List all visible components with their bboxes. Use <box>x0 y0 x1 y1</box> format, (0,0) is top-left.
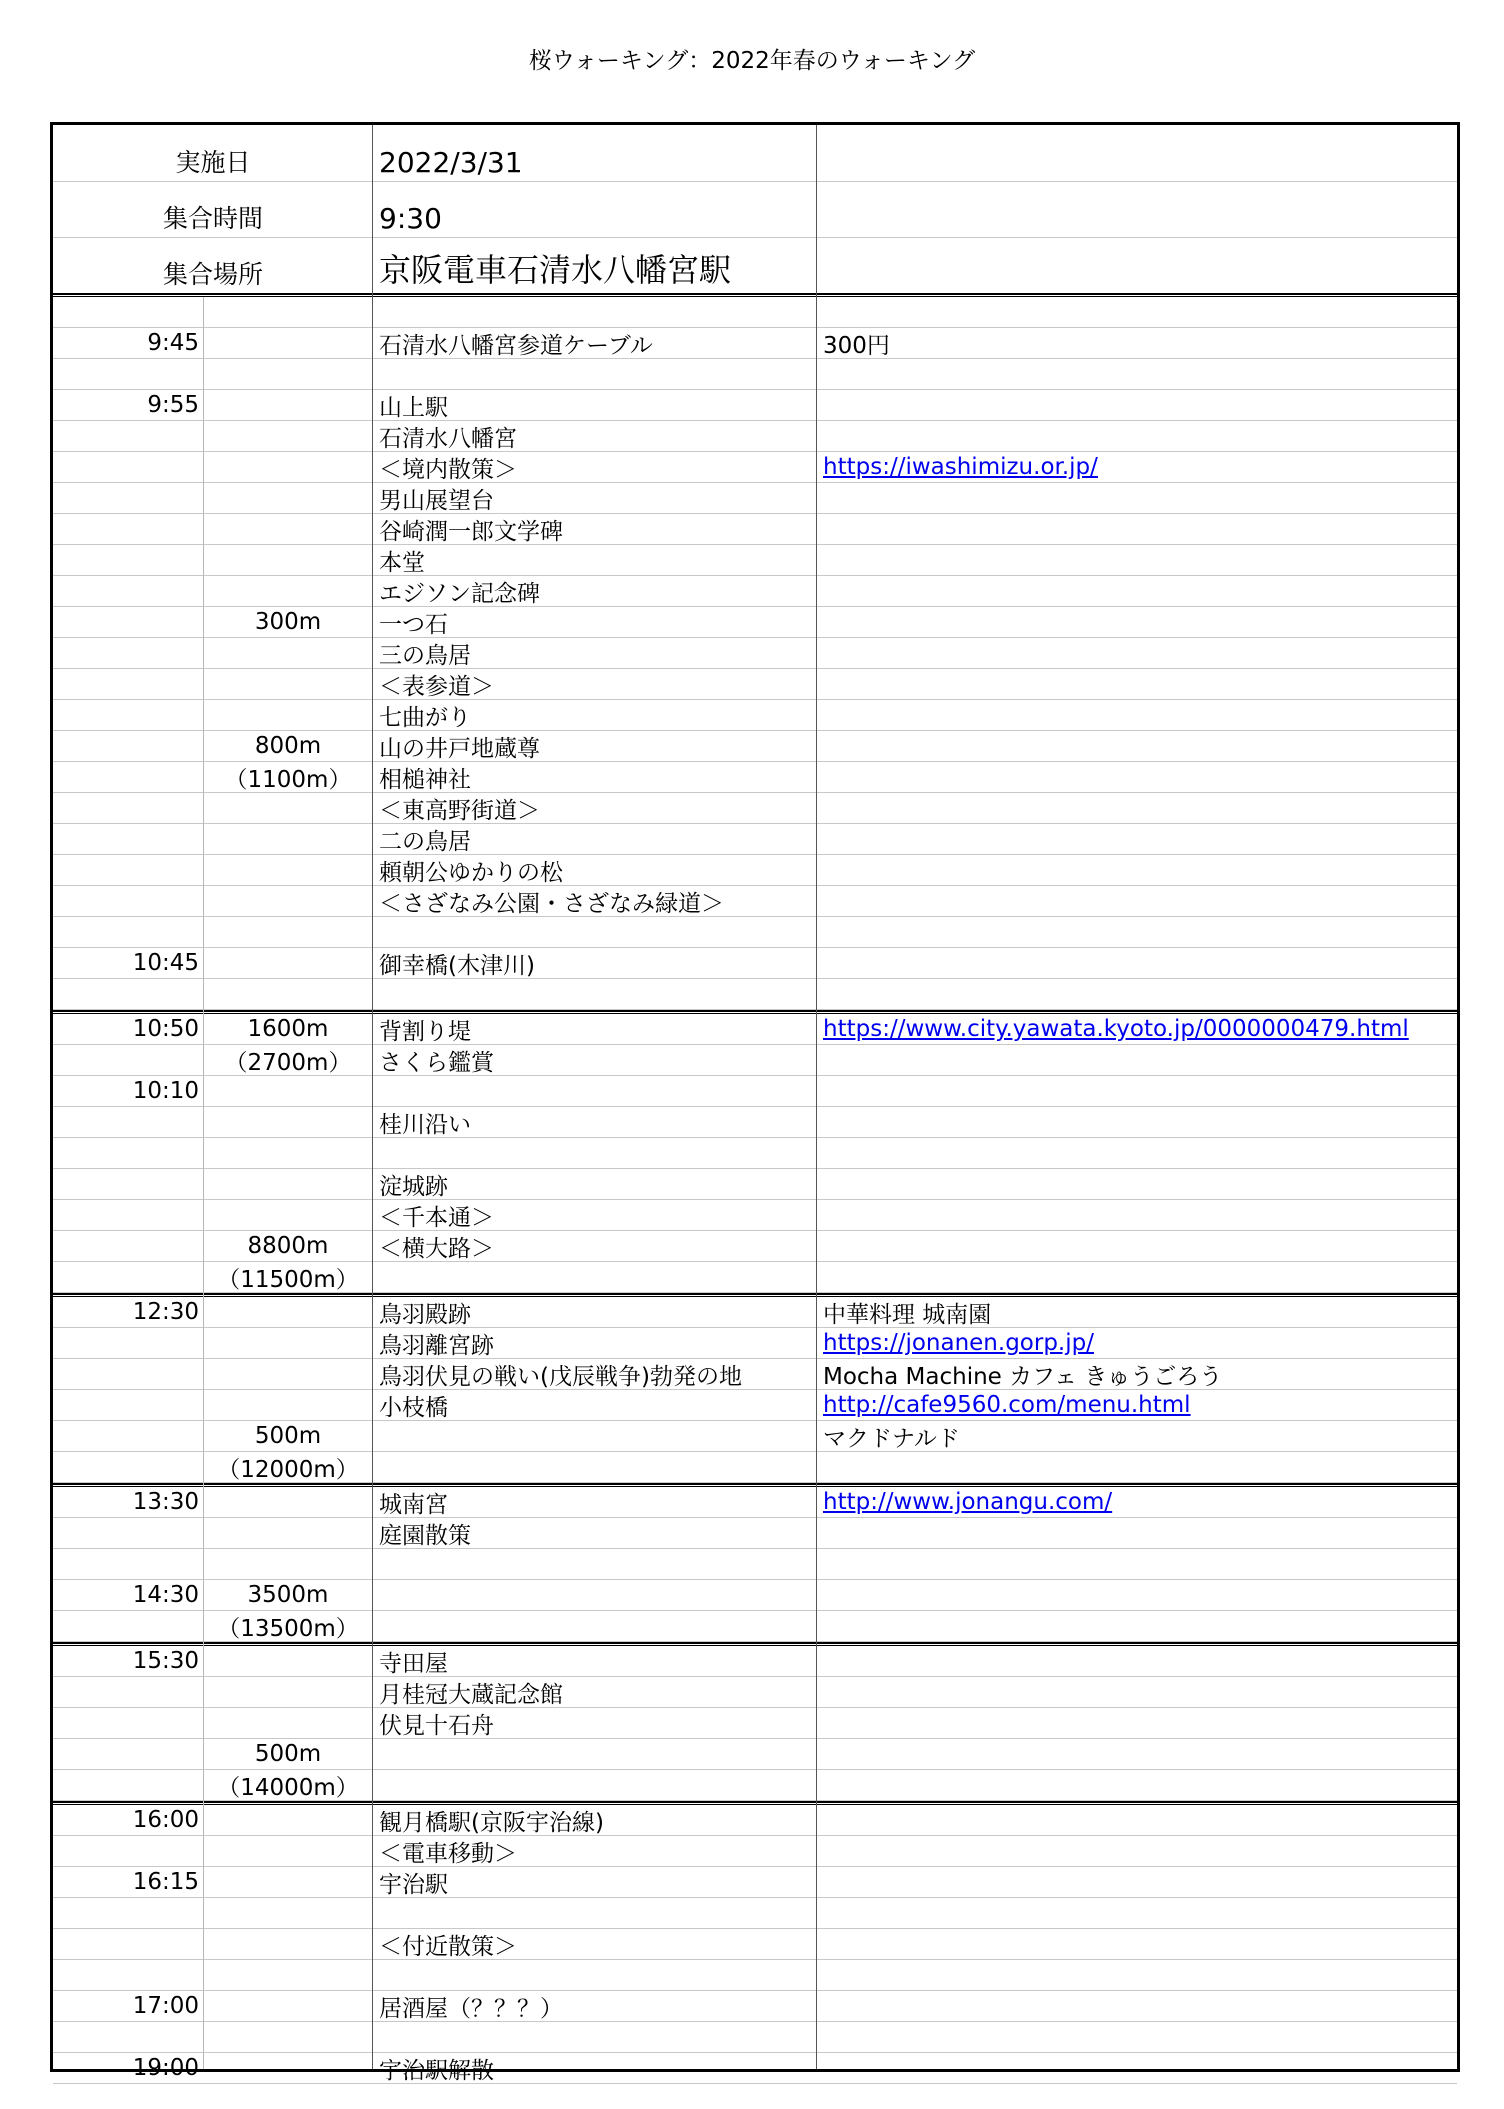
table-row <box>53 1867 1457 1898</box>
table-row <box>53 1169 1457 1200</box>
note-cell <box>817 1611 1457 1641</box>
table-row <box>53 1231 1457 1262</box>
note-cell <box>817 669 1457 699</box>
note-cell <box>817 1770 1457 1800</box>
time-cell <box>53 1960 199 1990</box>
table-row <box>53 1708 1457 1739</box>
note-link[interactable]: https://jonanen.gorp.jp/ <box>823 1330 1094 1356</box>
table-row <box>53 2053 1457 2084</box>
note-cell <box>817 2022 1457 2052</box>
table-row <box>53 1138 1457 1169</box>
place-cell: 山上駅 <box>379 394 448 421</box>
table-row <box>53 483 1457 514</box>
table-row <box>53 979 1457 1010</box>
distance-cell <box>203 793 373 823</box>
place-cell: ＜電車移動＞ <box>379 1840 517 1867</box>
time-cell <box>53 1421 199 1451</box>
note-cell <box>817 297 1457 327</box>
distance-cell: （2700m） <box>224 1049 352 1076</box>
table-row <box>53 359 1457 390</box>
place-cell <box>373 1770 813 1800</box>
table-row <box>53 1518 1457 1549</box>
note-cell <box>817 700 1457 730</box>
place-cell: 石清水八幡宮参道ケーブル <box>379 332 653 359</box>
distance-cell <box>203 948 373 978</box>
note-cell <box>817 1836 1457 1866</box>
place-cell <box>373 979 813 1009</box>
table-row <box>53 607 1457 638</box>
note-cell: マクドナルド <box>823 1425 960 1452</box>
distance-cell <box>203 483 373 513</box>
table-row <box>53 886 1457 917</box>
time-cell <box>53 1359 199 1389</box>
note-cell <box>817 359 1457 389</box>
time-cell: 16:15 <box>132 1869 199 1895</box>
place-cell <box>373 1580 813 1610</box>
place-cell: 月桂冠大蔵記念館 <box>379 1681 563 1708</box>
note-cell: Mocha Machine カフェ きゅうごろう <box>823 1363 1223 1390</box>
place-cell: 小枝橋 <box>379 1394 448 1421</box>
time-cell <box>53 762 199 792</box>
time-cell <box>53 1231 199 1261</box>
place-cell: エジソン記念碑 <box>379 580 540 607</box>
time-cell <box>53 1611 199 1641</box>
distance-cell <box>203 1898 373 1928</box>
table-row <box>53 1836 1457 1867</box>
distance-cell <box>203 1487 373 1517</box>
note-cell <box>817 1708 1457 1738</box>
place-cell: 男山展望台 <box>379 487 494 514</box>
distance-cell <box>203 1805 373 1835</box>
distance-cell <box>203 669 373 699</box>
place-cell <box>373 2022 813 2052</box>
time-cell: 10:50 <box>132 1016 199 1042</box>
time-value: 9:30 <box>379 202 442 235</box>
place-cell: ＜横大路＞ <box>379 1235 494 1262</box>
distance-cell <box>203 359 373 389</box>
table-row <box>53 1739 1457 1770</box>
note-link[interactable]: https://iwashimizu.or.jp/ <box>823 454 1098 480</box>
table-row <box>53 1549 1457 1580</box>
note-cell <box>817 1169 1457 1199</box>
header-row-date <box>53 125 1457 182</box>
distance-cell <box>203 1200 373 1230</box>
time-cell <box>53 1770 199 1800</box>
note-cell <box>817 1045 1457 1075</box>
note-cell <box>817 917 1457 947</box>
header-row-time <box>53 181 1457 238</box>
table-row <box>53 700 1457 731</box>
note-cell <box>817 1898 1457 1928</box>
table-row <box>53 669 1457 700</box>
place-cell <box>373 297 813 327</box>
time-cell: 14:30 <box>132 1582 199 1608</box>
place-cell <box>373 1898 813 1928</box>
note-cell <box>817 979 1457 1009</box>
time-cell <box>53 1390 199 1420</box>
note-cell <box>817 483 1457 513</box>
distance-cell <box>203 1960 373 1990</box>
note-cell <box>817 1138 1457 1168</box>
table-row <box>53 1677 1457 1708</box>
page-title: 桜ウォーキング：2022年春のウォーキング <box>528 48 976 74</box>
table-row <box>53 1045 1457 1076</box>
distance-cell <box>203 421 373 451</box>
time-cell <box>53 793 199 823</box>
place-cell: ＜さざなみ公園・さざなみ緑道＞ <box>379 890 724 917</box>
time-cell <box>53 669 199 699</box>
note-cell <box>817 2053 1457 2083</box>
table-row <box>53 1960 1457 1991</box>
time-cell: 9:55 <box>147 392 199 418</box>
distance-cell <box>203 1991 373 2021</box>
time-cell <box>53 917 199 947</box>
time-cell <box>53 1518 199 1548</box>
time-cell <box>53 1328 199 1358</box>
distance-cell: 8800m <box>247 1233 329 1259</box>
place-cell: 寺田屋 <box>379 1650 448 1677</box>
table-row <box>53 297 1457 328</box>
table-row <box>53 731 1457 762</box>
column-divider-time <box>203 297 204 2069</box>
time-cell <box>53 886 199 916</box>
time-cell <box>53 700 199 730</box>
date-value: 2022/3/31 <box>379 146 523 179</box>
distance-cell <box>203 1708 373 1738</box>
distance-cell <box>203 1328 373 1358</box>
table-row <box>53 421 1457 452</box>
note-cell <box>817 948 1457 978</box>
note-cell <box>817 1739 1457 1769</box>
time-cell: 12:30 <box>132 1299 199 1325</box>
table-row <box>53 1580 1457 1611</box>
place-cell: 一つ石 <box>379 611 448 638</box>
place-cell: 頼朝公ゆかりの松 <box>379 859 563 886</box>
place-cell <box>373 1076 813 1106</box>
note-cell <box>817 1076 1457 1106</box>
time-cell <box>53 1200 199 1230</box>
time-cell <box>53 1107 199 1137</box>
place-cell <box>373 1739 813 1769</box>
distance-cell: （12000m） <box>217 1456 359 1483</box>
time-cell: 10:45 <box>132 950 199 976</box>
table-row <box>53 452 1457 483</box>
distance-cell: 300m <box>254 609 322 635</box>
time-cell <box>53 1262 199 1292</box>
table-row <box>53 1200 1457 1231</box>
time-cell <box>53 1739 199 1769</box>
table-row <box>53 1770 1457 1801</box>
place-cell: 宇治駅解散 <box>379 2057 494 2084</box>
place-cell: 谷崎潤一郎文学碑 <box>379 518 563 545</box>
place-cell <box>373 1960 813 1990</box>
time-cell <box>53 421 199 451</box>
place-cell: 石清水八幡宮 <box>379 425 517 452</box>
time-cell <box>53 1677 199 1707</box>
column-divider-note <box>816 125 817 2069</box>
note-cell <box>817 1452 1457 1482</box>
place-cell: ＜境内散策＞ <box>379 456 517 483</box>
place-cell <box>373 917 813 947</box>
place-cell <box>373 1262 813 1292</box>
table-row <box>53 576 1457 607</box>
place-cell: 七曲がり <box>379 704 471 731</box>
place-cell: 背割り堤 <box>379 1018 471 1045</box>
table-row <box>53 1297 1457 1328</box>
table-row <box>53 1107 1457 1138</box>
table-row <box>53 390 1457 421</box>
note-cell <box>817 638 1457 668</box>
distance-cell <box>203 917 373 947</box>
place-cell: 山の井戸地蔵尊 <box>379 735 540 762</box>
time-cell: 10:10 <box>132 1078 199 1104</box>
note-cell <box>817 1231 1457 1261</box>
note-cell <box>817 1549 1457 1579</box>
table-row <box>53 2022 1457 2053</box>
table-row <box>53 793 1457 824</box>
time-cell <box>53 1045 199 1075</box>
distance-cell: 3500m <box>247 1582 329 1608</box>
distance-cell: （11500m） <box>217 1266 359 1293</box>
place-cell: ＜付近散策＞ <box>379 1933 517 1960</box>
time-cell: 16:00 <box>132 1807 199 1833</box>
time-cell <box>53 545 199 575</box>
time-cell <box>53 483 199 513</box>
distance-cell <box>203 1646 373 1676</box>
distance-cell <box>203 576 373 606</box>
note-link[interactable]: https://www.city.yawata.kyoto.jp/0000000479.html <box>823 1016 1409 1042</box>
table-row <box>53 1929 1457 1960</box>
distance-cell <box>203 390 373 420</box>
distance-cell <box>203 2022 373 2052</box>
note-cell <box>817 1867 1457 1897</box>
place-cell: 桂川沿い <box>379 1111 471 1138</box>
table-row <box>53 1898 1457 1929</box>
time-cell: 13:30 <box>132 1489 199 1515</box>
note-cell <box>817 1518 1457 1548</box>
place-cell: 淀城跡 <box>379 1173 448 1200</box>
note-cell <box>817 762 1457 792</box>
table-row <box>53 1421 1457 1452</box>
time-cell <box>53 1549 199 1579</box>
time-cell <box>53 1708 199 1738</box>
note-cell <box>817 1991 1457 2021</box>
time-cell <box>53 2022 199 2052</box>
note-cell <box>817 514 1457 544</box>
note-cell <box>817 421 1457 451</box>
table-row <box>53 1390 1457 1421</box>
distance-cell <box>203 1107 373 1137</box>
distance-cell <box>203 328 373 358</box>
table-row <box>53 638 1457 669</box>
place-cell: 鳥羽伏見の戦い(戊辰戦争)勃発の地 <box>379 1363 742 1390</box>
distance-cell: （14000m） <box>217 1774 359 1801</box>
distance-cell <box>203 514 373 544</box>
distance-cell: 500m <box>254 1741 322 1767</box>
note-cell <box>817 1960 1457 1990</box>
time-cell <box>53 638 199 668</box>
distance-cell <box>203 2053 373 2083</box>
time-cell <box>53 1138 199 1168</box>
place-cell: ＜表参道＞ <box>379 673 494 700</box>
table-row <box>53 1646 1457 1677</box>
note-cell <box>817 886 1457 916</box>
distance-cell <box>203 638 373 668</box>
note-cell <box>817 1262 1457 1292</box>
time-cell <box>53 576 199 606</box>
table-row <box>53 1452 1457 1483</box>
distance-cell <box>203 979 373 1009</box>
time-label: 集合時間 <box>162 204 263 233</box>
place-cell: 本堂 <box>379 549 425 576</box>
note-cell <box>817 545 1457 575</box>
note-link[interactable]: http://cafe9560.com/menu.html <box>823 1392 1191 1418</box>
distance-cell <box>203 1390 373 1420</box>
note-cell <box>817 1107 1457 1137</box>
note-cell <box>817 1646 1457 1676</box>
distance-cell <box>203 824 373 854</box>
time-cell: 17:00 <box>132 1993 199 2019</box>
time-cell <box>53 297 199 327</box>
note-cell <box>817 390 1457 420</box>
distance-cell <box>203 1549 373 1579</box>
place-label: 集合場所 <box>162 260 263 289</box>
place-cell <box>373 1611 813 1641</box>
time-cell <box>53 855 199 885</box>
distance-cell <box>203 1518 373 1548</box>
distance-cell <box>203 1297 373 1327</box>
table-row <box>53 1487 1457 1518</box>
note-link[interactable]: http://www.jonangu.com/ <box>823 1489 1113 1515</box>
place-cell: ＜東高野街道＞ <box>379 797 540 824</box>
time-cell <box>53 514 199 544</box>
note-cell <box>817 1677 1457 1707</box>
time-cell <box>53 359 199 389</box>
schedule-table <box>50 122 1460 2084</box>
distance-cell <box>203 297 373 327</box>
table-row <box>53 545 1457 576</box>
place-cell: ＜千本通＞ <box>379 1204 494 1231</box>
place-cell: 伏見十石舟 <box>379 1712 494 1739</box>
distance-cell <box>203 1836 373 1866</box>
note-cell <box>817 731 1457 761</box>
distance-cell <box>203 452 373 482</box>
time-cell <box>53 607 199 637</box>
time-cell <box>53 1452 199 1482</box>
place-cell: 観月橋駅(京阪宇治線) <box>379 1809 604 1836</box>
note-cell <box>817 1805 1457 1835</box>
note-cell: 300円 <box>823 332 890 359</box>
distance-cell: 1600m <box>247 1016 329 1042</box>
time-cell <box>53 979 199 1009</box>
table-row <box>53 824 1457 855</box>
distance-cell <box>203 886 373 916</box>
place-cell: 鳥羽殿跡 <box>379 1301 471 1328</box>
header-row-place <box>53 237 1457 293</box>
time-cell <box>53 1929 199 1959</box>
place-cell: 宇治駅 <box>379 1871 448 1898</box>
distance-cell <box>203 1359 373 1389</box>
time-cell: 19:00 <box>132 2055 199 2081</box>
place-cell: 相槌神社 <box>379 766 471 793</box>
time-cell <box>53 1898 199 1928</box>
column-divider-place <box>372 125 373 2069</box>
time-cell <box>53 1169 199 1199</box>
place-cell: 二の鳥居 <box>379 828 471 855</box>
time-cell <box>53 452 199 482</box>
distance-cell: 800m <box>254 733 322 759</box>
place-cell <box>373 1452 813 1482</box>
place-cell <box>373 1549 813 1579</box>
place-cell <box>373 359 813 389</box>
table-row <box>53 328 1457 359</box>
place-cell: さくら鑑賞 <box>379 1049 494 1076</box>
time-cell <box>53 1836 199 1866</box>
note-cell <box>817 855 1457 885</box>
date-label: 実施日 <box>175 148 251 177</box>
table-row <box>53 1076 1457 1107</box>
distance-cell <box>203 1929 373 1959</box>
time-cell: 9:45 <box>147 330 199 356</box>
table-row <box>53 1991 1457 2022</box>
distance-cell <box>203 1677 373 1707</box>
place-value: 京阪電車石清水八幡宮駅 <box>379 251 732 289</box>
distance-cell <box>203 1076 373 1106</box>
distance-cell <box>203 1169 373 1199</box>
distance-cell <box>203 855 373 885</box>
place-cell <box>373 1138 813 1168</box>
distance-cell <box>203 700 373 730</box>
distance-cell <box>203 1867 373 1897</box>
place-cell: 鳥羽離宮跡 <box>379 1332 494 1359</box>
time-cell <box>53 824 199 854</box>
table-row <box>53 514 1457 545</box>
distance-cell <box>203 545 373 575</box>
table-row <box>53 1262 1457 1293</box>
note-cell: 中華料理 城南園 <box>823 1301 992 1328</box>
table-row <box>53 1611 1457 1642</box>
note-cell <box>817 1200 1457 1230</box>
table-row <box>53 762 1457 793</box>
time-cell <box>53 731 199 761</box>
table-row <box>53 855 1457 886</box>
time-cell: 15:30 <box>132 1648 199 1674</box>
note-cell <box>817 793 1457 823</box>
table-row <box>53 1014 1457 1045</box>
distance-cell: 500m <box>254 1423 322 1449</box>
note-cell <box>817 607 1457 637</box>
note-cell <box>817 1929 1457 1959</box>
distance-cell: （13500m） <box>217 1615 359 1642</box>
table-row <box>53 1359 1457 1390</box>
distance-cell: （1100m） <box>224 766 352 793</box>
note-cell <box>817 576 1457 606</box>
place-cell <box>373 1421 813 1451</box>
place-cell: 城南宮 <box>379 1491 448 1518</box>
place-cell: 三の鳥居 <box>379 642 471 669</box>
note-cell <box>817 1580 1457 1610</box>
note-cell <box>817 824 1457 854</box>
place-cell: 御幸橋(木津川) <box>379 952 535 979</box>
table-row <box>53 917 1457 948</box>
place-cell: 庭園散策 <box>379 1522 471 1549</box>
place-cell: 居酒屋（？？？） <box>379 1995 563 2022</box>
table-row <box>53 1328 1457 1359</box>
table-row <box>53 1805 1457 1836</box>
table-row <box>53 948 1457 979</box>
distance-cell <box>203 1138 373 1168</box>
